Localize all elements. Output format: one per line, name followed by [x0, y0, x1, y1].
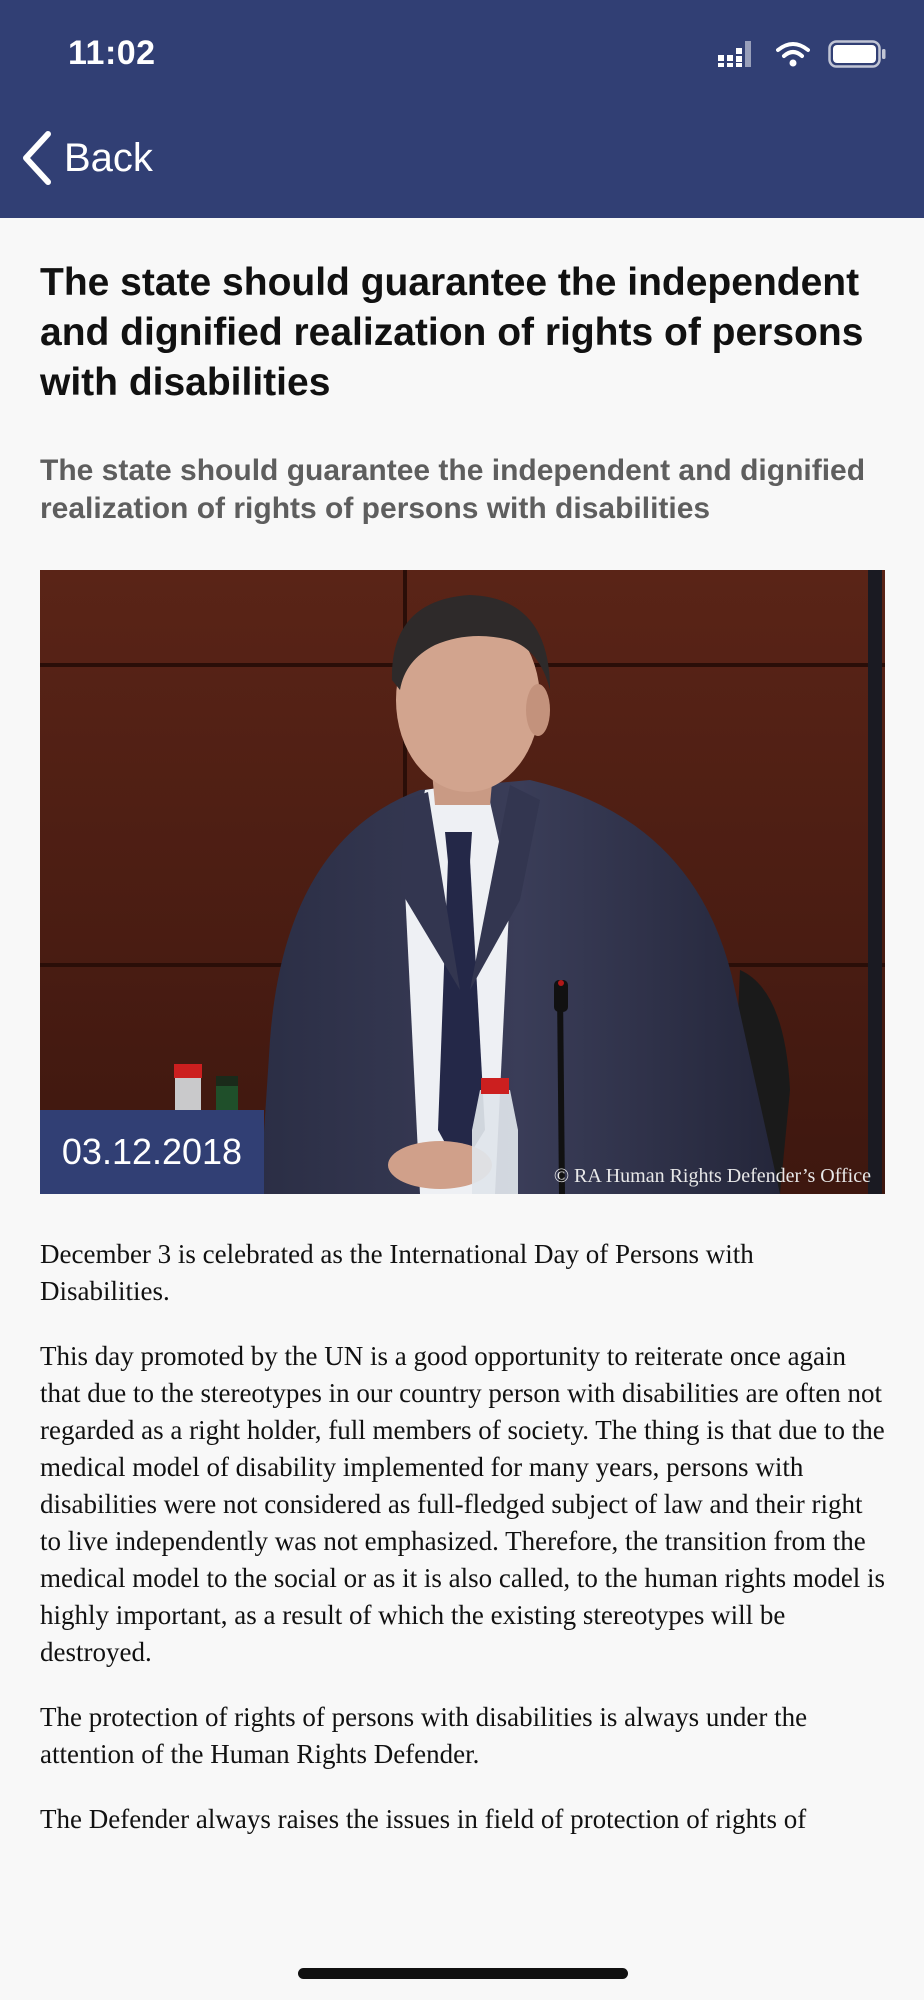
home-indicator[interactable] — [298, 1968, 628, 1979]
article-paragraph: December 3 is celebrated as the International Day of Persons with Disabilities. — [40, 1239, 754, 1306]
back-button[interactable] — [20, 130, 153, 186]
photo-illustration — [40, 570, 885, 1194]
article-paragraph: The Defender always raises the issues in field of protection of rights of — [40, 1804, 807, 1834]
article-body — [40, 1236, 886, 1838]
article-paragraph: The protection of rights of persons with disabilities is always under the attention of the Human Rights Defender. — [40, 1702, 808, 1769]
signal-icon — [718, 41, 758, 67]
article-paragraph: This day promoted by the UN is a good opportunity to reiterate once again that due to the stereotypes in our country person with disabilities are often not regarded as a right holder, full members of society. The thing is that due to the medical model of disability implemented for many years, persons with disabilities were not considered as full-fledged subject of law and their right to live independently was not emphasized. Therefore, the transition from the medical model to the social or as it is also called, to the human rights model is highly important, as a result of which the existing stereotypes will be destroyed. — [40, 1341, 886, 1667]
article-photo — [40, 570, 885, 1194]
article-title: The state should guarantee the independent and dignified realization of rights of persons with disabilities — [40, 261, 864, 404]
status-icons — [718, 40, 886, 68]
article-subtitle: The state should guarantee the independent and dignified realization of rights of persons with disabilities — [40, 454, 866, 525]
date-badge: 03.12.2018 — [40, 1110, 264, 1194]
chevron-left-icon — [20, 130, 54, 186]
back-label: Back — [64, 135, 153, 180]
app-header — [0, 0, 924, 218]
article — [40, 218, 886, 1866]
wifi-icon — [776, 41, 810, 67]
battery-icon — [828, 40, 886, 68]
status-time: 11:02 — [68, 34, 156, 72]
photo-credit: © RA Human Rights Defender’s Office — [553, 1165, 871, 1187]
